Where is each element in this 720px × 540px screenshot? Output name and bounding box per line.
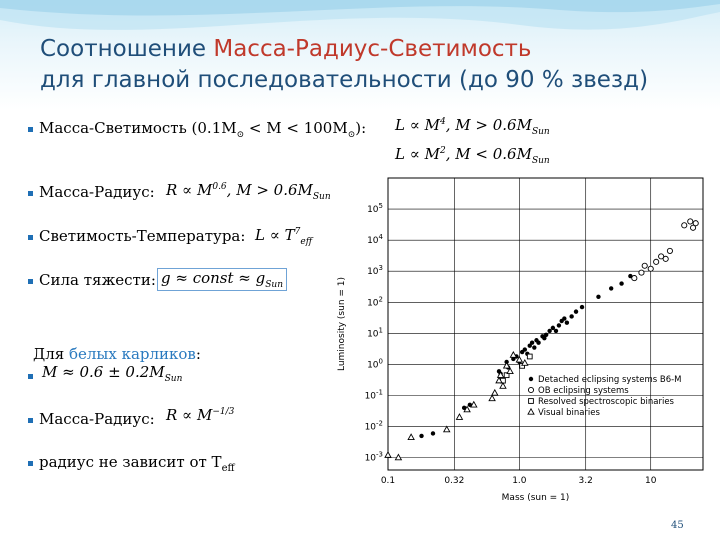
data-point: [547, 329, 551, 333]
formula-exp: 2: [440, 146, 446, 156]
bullet-text-mid: < M < 100M: [244, 119, 348, 137]
slide-title: [40, 34, 680, 96]
data-point: [642, 263, 647, 268]
formula-sub: eff: [300, 237, 313, 247]
formula-text: R ∝ M: [166, 406, 213, 424]
formula-wd-radius: [166, 406, 234, 424]
formula-text: g ≈ const ≈ g: [161, 269, 266, 287]
bullet-text: Светимость-Температура:: [39, 227, 246, 245]
formula-sub: Sun: [265, 280, 283, 290]
formula-sub: Sun: [164, 374, 183, 384]
formula-cond: , M > 0.6M: [226, 181, 313, 199]
data-point: [574, 309, 578, 313]
x-tick-label: 3.2: [578, 476, 593, 486]
legend-label: Detached eclipsing systems B6-M: [538, 375, 682, 385]
bullet-square-icon: [28, 418, 33, 423]
formula-text: L ∝ T: [255, 226, 295, 244]
bullet-text: радиус не зависит от T: [39, 453, 222, 471]
title-line1-highlight: Масса-Радиус-Светимость: [213, 36, 532, 62]
y-tick-label: $10^1$: [367, 326, 383, 340]
formula-sub: Sun: [312, 192, 331, 202]
y-tick-label: $10^3$: [367, 264, 383, 278]
data-point: [431, 431, 435, 435]
bullet-mass-radius: [28, 183, 155, 201]
legend-marker: [528, 387, 533, 392]
data-point: [667, 248, 672, 253]
formula-sub: Sun: [531, 156, 550, 166]
data-point: [609, 286, 613, 290]
data-point: [688, 219, 693, 224]
data-point: [536, 341, 540, 345]
formula-ml-high: [395, 116, 550, 137]
title-line2: для главной последовательности (до 90 % звезд): [40, 67, 649, 93]
legend-label: Resolved spectroscopic binaries: [538, 397, 674, 407]
data-point: [682, 223, 687, 228]
bullet-square-icon: [28, 279, 33, 284]
formula-exp: 4: [440, 117, 446, 127]
formula-cond: , M > 0.6M: [445, 116, 532, 134]
bullet-wd-mass: [28, 366, 39, 384]
formula-cond: , M < 0.6M: [445, 145, 532, 163]
x-axis-label: Mass (sun = 1): [501, 493, 570, 503]
bullet-square-icon: [28, 191, 33, 196]
data-point: [648, 266, 653, 271]
legend-label: Visual binaries: [538, 408, 600, 418]
data-point: [557, 323, 561, 327]
data-point: [562, 316, 566, 320]
mass-luminosity-chart: [328, 170, 713, 510]
bullet-square-icon: [28, 235, 33, 240]
bullet-square-icon: [28, 374, 33, 379]
x-tick-label: 0.32: [444, 476, 465, 486]
bullet-text: Сила тяжести:: [39, 271, 156, 289]
formula-wd-mass: [42, 363, 182, 384]
formula-gravity: [157, 268, 287, 291]
heading-highlight: белых карликов: [68, 345, 196, 363]
bullet-mass-luminosity: Масса-Светимость $(0.1M_⊙ < M < 100M_⊙)$:: [28, 119, 366, 140]
bullet-text: Масса-Светимость (0.1M: [39, 119, 237, 137]
formula-exp: 7: [294, 227, 301, 237]
formula-exp: −1/3: [212, 407, 235, 417]
data-point: [596, 295, 600, 299]
heading-suffix: :: [195, 345, 201, 363]
formula-text: M ≈ 0.6 ± 0.2M: [42, 363, 165, 381]
formula-text: L ∝ M: [395, 145, 441, 163]
formula-mass-radius: [166, 181, 331, 202]
y-tick-label: $10^2$: [367, 295, 383, 309]
data-point: [632, 276, 637, 281]
bullet-text: Масса-Радиус:: [39, 410, 155, 428]
formula-ml-low: [395, 145, 550, 166]
formula-lum-temp: [255, 226, 312, 247]
data-point: [554, 329, 558, 333]
x-tick-label: 0.1: [380, 476, 396, 486]
bullet-gravity: [28, 271, 156, 289]
legend-label: OB eclipsing systems: [538, 386, 629, 396]
bullet-wd-radius-teff: [28, 453, 235, 474]
data-point: [619, 281, 623, 285]
formula-text: R ∝ M: [166, 181, 213, 199]
bullet-luminosity-temperature: [28, 227, 245, 245]
bullet-text: Масса-Радиус:: [39, 183, 155, 201]
legend-marker: [529, 399, 534, 404]
data-point: [580, 305, 584, 309]
data-point: [544, 333, 548, 337]
data-point: [639, 270, 644, 275]
legend-marker: [529, 377, 533, 381]
data-point: [527, 354, 532, 359]
y-tick-label: $10^0$: [367, 357, 383, 371]
x-tick-label: 1.0: [512, 476, 527, 486]
y-tick-label: $10^{-1}$: [364, 388, 383, 402]
formula-text: L ∝ M: [395, 116, 441, 134]
y-tick-label: $10^5$: [367, 202, 383, 216]
data-point: [530, 341, 534, 345]
data-point: [569, 314, 573, 318]
data-point: [693, 221, 698, 226]
y-axis-label: Luminosity (sun = 1): [337, 276, 347, 372]
white-dwarfs-heading: [33, 345, 201, 363]
page-number: 45: [671, 520, 684, 531]
data-point: [532, 345, 536, 349]
title-line1-prefix: Соотношение: [40, 36, 214, 62]
bullet-sub: eff: [221, 463, 235, 474]
y-tick-label: $10^4$: [367, 233, 383, 247]
plot-frame: [388, 178, 703, 470]
data-point: [419, 434, 423, 438]
bullet-square-icon: [28, 461, 33, 466]
bullet-square-icon: [28, 127, 33, 132]
formula-sub: Sun: [531, 127, 550, 137]
heading-prefix: Для: [33, 345, 69, 363]
y-tick-label: $10^{-3}$: [364, 450, 383, 464]
formula-exp: 0.6: [212, 182, 227, 192]
bullet-text-end: ):: [355, 119, 367, 137]
data-point: [523, 347, 527, 351]
data-point: [663, 256, 668, 261]
x-tick-label: 10: [644, 476, 657, 486]
data-point: [654, 259, 659, 264]
bullet-wd-mass-radius: [28, 410, 155, 428]
y-tick-label: $10^{-2}$: [364, 419, 383, 433]
data-point: [565, 321, 569, 325]
